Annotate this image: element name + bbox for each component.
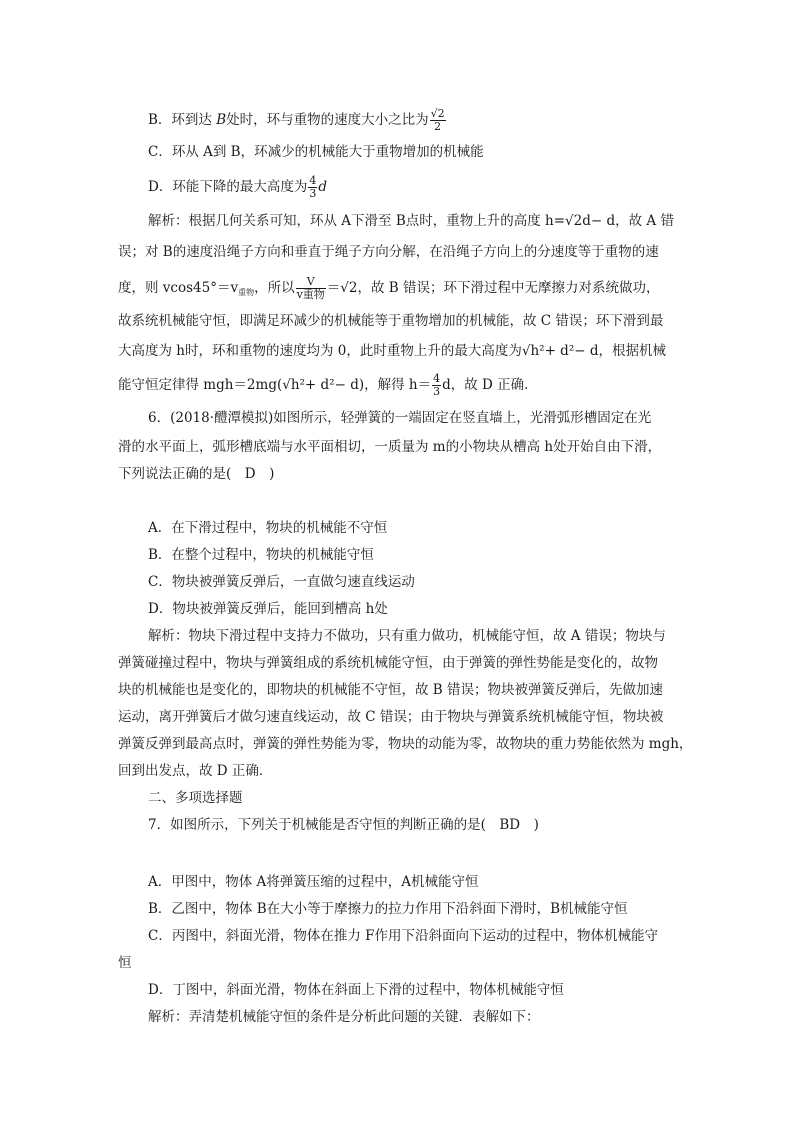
ratio-fraction: $\frac{√2}{2}$ (430, 107, 445, 133)
q5-option-d: D．环能下降的最大高度为 $\frac{4}{3}$ d (148, 174, 327, 200)
q7-stem: 7．如图所示，下列关于机械能是否守恒的判断正确的是( BD ) (148, 817, 539, 833)
result-fraction: $\frac{4}{3}$ (433, 372, 441, 398)
q5-analysis-line-4: 故系统机械能守恒，即满足环减少的机械能等于重物增加的机械能，故 C 错误；环下滑到最 (118, 313, 664, 329)
q7-option-d: D．丁图中，斜面光滑，物体在斜面上下滑的过程中，物体机械能守恒 (148, 982, 564, 998)
q6-analysis-line-1: 解析：物块下滑过程中支持力不做功，只有重力做功，机械能守恒，故 A 错误；物块与 (148, 628, 666, 644)
section-heading-multiple-choice: 二、多项选择题 (148, 790, 243, 806)
q7-analysis: 解析：弄清楚机械能守恒的条件是分析此问题的关键．表解如下： (148, 1009, 540, 1025)
q6-option-b: B．在整个过程中，物块的机械能守恒 (148, 547, 374, 563)
q5-option-b: B．环到达 B处时，环与重物的速度大小之比为 $\frac{√2}{2}$ (148, 107, 445, 133)
velocity-fraction: $\frac{V}{\text{v重物}}$ (296, 275, 325, 301)
q5-analysis-line-1: 解析：根据几何关系可知，环从 A下滑至 B点时，重物上升的高度 h=√2d− d，故 A 错 (148, 213, 674, 229)
q6-analysis-line-3: 块的机械能也是变化的，即物块的机械能不守恒，故 B 错误；物块被弹簧反弹后，先做加速 (118, 682, 664, 698)
q5-analysis-line-3: 度，则 $vcos45^\circ=v_{重物}$，所以 $\frac{V}{\text{v重物}}$ ＝√2，故 B 错误；环下滑过程中无摩擦力对系统做功， (118, 275, 660, 301)
q7-option-b: B．乙图中，物体 B在大小等于摩擦力的拉力作用下沿斜面下滑时，B机械能守恒 (148, 901, 628, 917)
q5-analysis-line-2: 误；对 B的速度沿绳子方向和垂直于绳子方向分解，在沿绳子方向上的分速度等于重物的速 (118, 244, 659, 260)
q6-stem-line-3: 下列说法正确的是( D ) (118, 466, 275, 482)
q6-option-d: D．物块被弹簧反弹后，能回到槽高 h处 (148, 601, 388, 617)
q5-option-c: C．环从 A到 B，环减少的机械能大于重物增加的机械能 (148, 144, 484, 160)
q6-analysis-line-4: 运动，离开弹簧后才做匀速直线运动，故 C 错误；由于物块与弹簧系统机械能守恒，物块被 (118, 709, 664, 725)
height-fraction: $\frac{4}{3}$ (309, 174, 317, 200)
q6-stem-line-1: 6．(2018·醴潭模拟)如图所示，轻弹簧的一端固定在竖直墙上，光滑弧形槽固定在光 (148, 410, 652, 426)
q5-analysis-line-5: 大高度为 h时，环和重物的速度均为 0，此时重物上升的最大高度为√h²+ d²− d，根据机械 (118, 343, 666, 359)
q7-option-c-line-1: C．丙图中，斜面光滑，物体在推力 F作用下沿斜面向下运动的过程中，物体机械能守 (148, 928, 658, 944)
q6-stem-line-2: 滑的水平面上，弧形槽底端与水平面相切，一质量为 m的小物块从槽高 h处开始自由下滑， (118, 439, 662, 455)
q7-option-c-line-2: 恒 (118, 955, 132, 971)
q6-option-c: C．物块被弹簧反弹后，一直做匀速直线运动 (148, 574, 415, 590)
q6-analysis-line-6: 回到出发点，故 D 正确． (118, 763, 273, 779)
q7-option-a: A．甲图中，物体 A将弹簧压缩的过程中，A机械能守恒 (148, 874, 479, 890)
q5-analysis-line-6: 能守恒定律得 mgh＝2mg(√h²+ d²− d)，解得 h＝ $\frac{4}{3}$ d，故 D 正确． (118, 372, 538, 398)
q6-analysis-line-2: 弹簧碰撞过程中，物块与弹簧组成的系统机械能守恒，由于弹簧的弹性势能是变化的，故物 (118, 655, 658, 671)
q6-analysis-line-5: 弹簧反弹到最高点时，弹簧的弹性势能为零，物块的动能为零，故物块的重力势能依然为 mgh， (118, 736, 693, 752)
q6-option-a: A．在下滑过程中，物块的机械能不守恒 (148, 520, 388, 536)
